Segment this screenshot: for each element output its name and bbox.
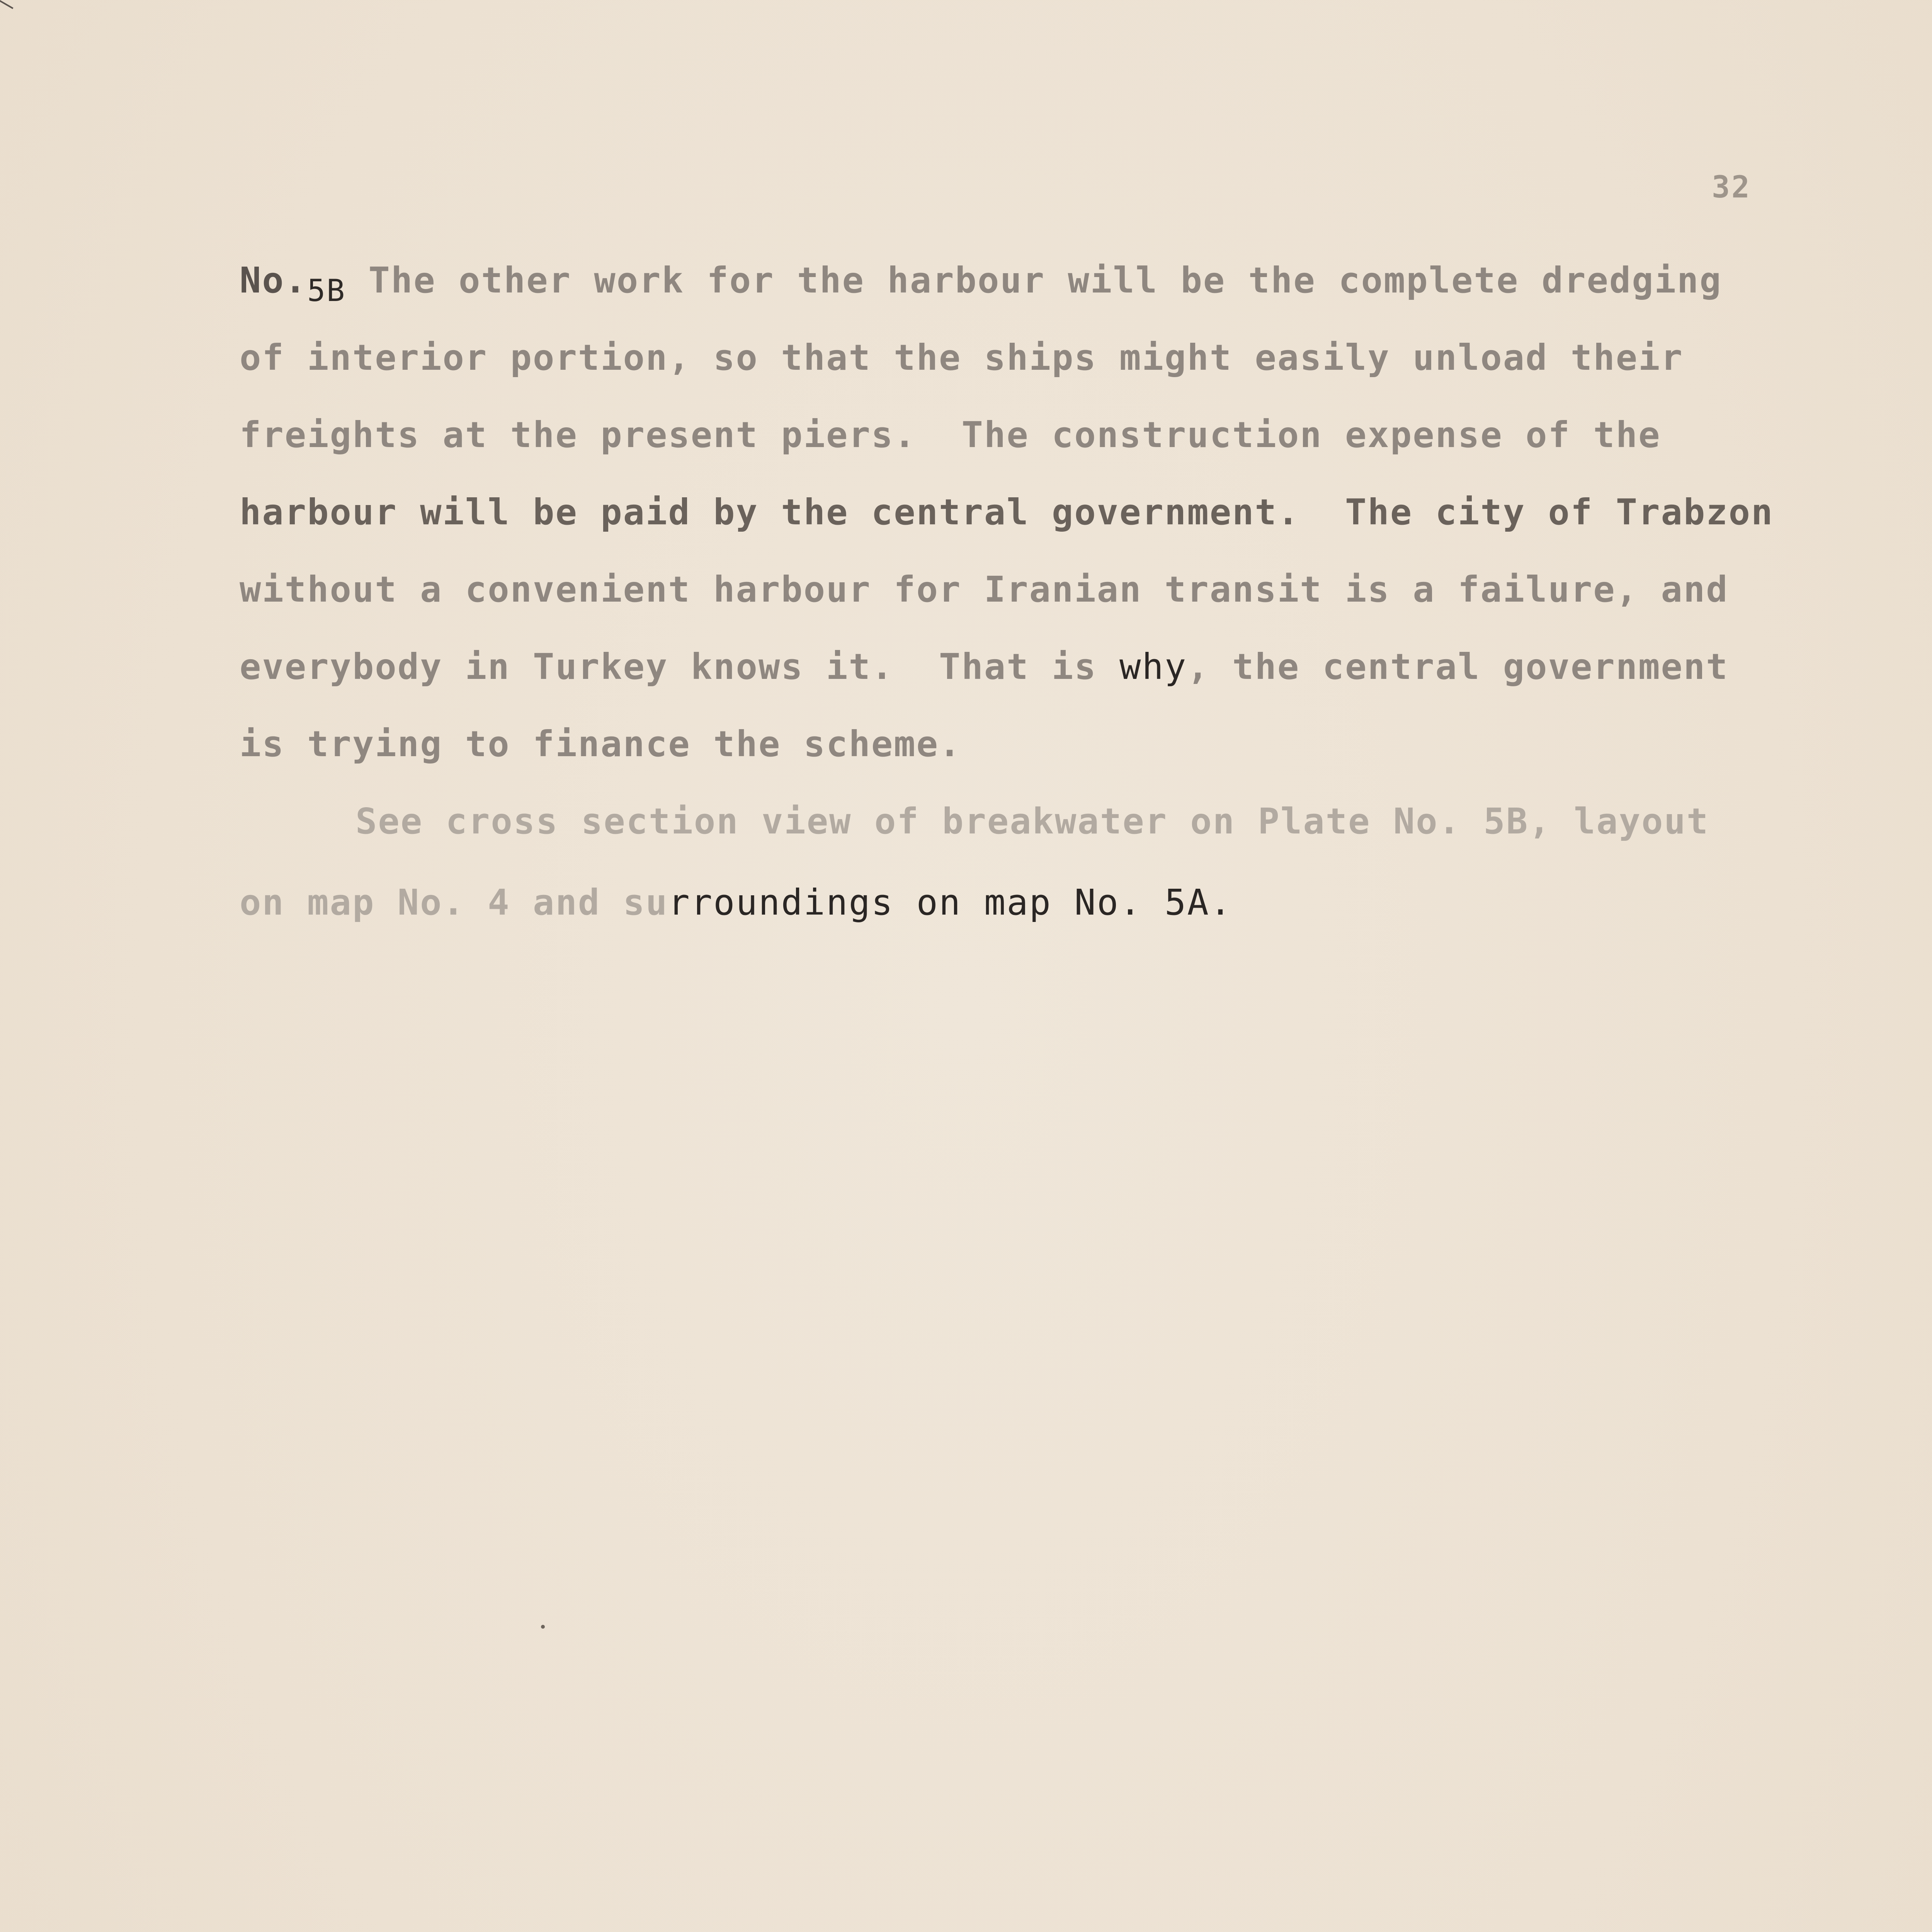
text-line-content: The other work for the harbour will be the complete dredging (368, 260, 1722, 301)
text-line: harbour will be paid by the central government. The city of Trabzon (240, 492, 1774, 533)
text-line (240, 646, 1729, 687)
text-line: is trying to finance the scheme. (240, 723, 962, 765)
text-line (240, 882, 1233, 923)
text-fragment-faint: on map No. 4 and su (240, 882, 668, 923)
text-fragment-dark: rroundings on map No. 5A. (668, 882, 1233, 923)
text-fragment: , the central government (1187, 646, 1729, 687)
margin-note-plate: 5B (307, 274, 346, 308)
margin-note: No. (240, 260, 308, 301)
text-line: freights at the present piers. The construction expense of the (240, 414, 1661, 456)
text-line: of interior portion, so that the ships might easily unload their (240, 337, 1684, 378)
text-fragment: everybody in Turkey knows it. That is (240, 646, 1120, 687)
text-line: See cross section view of breakwater on Plate No. 5B, layout (355, 801, 1709, 842)
corner-mark (0, 0, 14, 9)
text-line: without a convenient harbour for Iranian transit is a failure, and (240, 569, 1729, 610)
paper-speck (541, 1625, 545, 1629)
text-fragment-dark: why (1119, 646, 1187, 687)
page-number: 32 (1712, 170, 1751, 205)
text-line (240, 260, 1722, 308)
